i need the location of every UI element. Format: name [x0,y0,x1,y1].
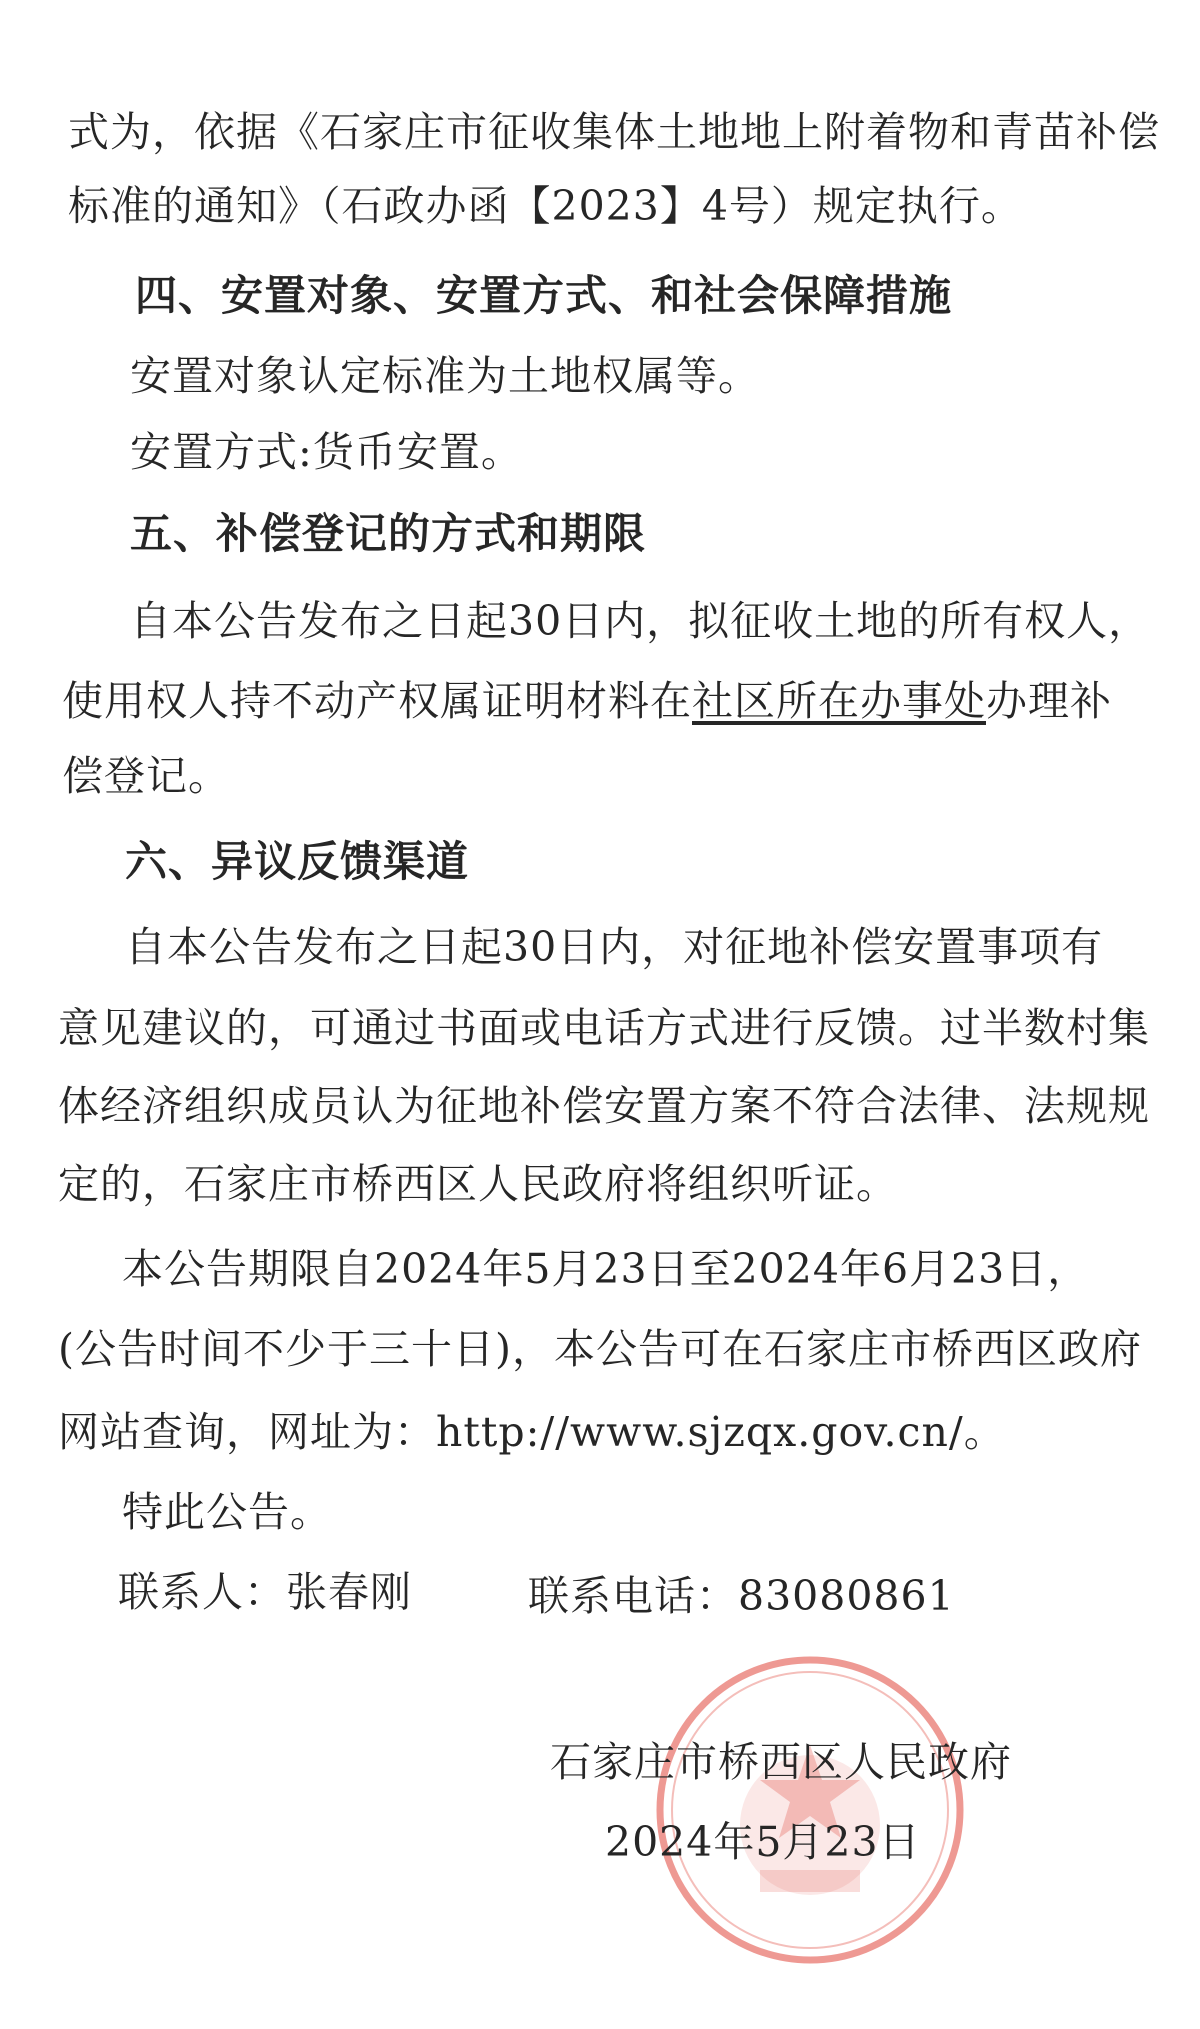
section-5-heading: 五、补偿登记的方式和期限 [130,509,647,558]
section-5-text-line-2-start: 使用权人持不动产权属证明材料在 [62,677,692,725]
section-5-text-line-2 [62,677,1112,725]
section-5-text-line-2-end: 办理补 [986,677,1112,725]
registration-location-underlined: 社区所在办事处 [692,677,986,725]
issue-date: 2024年5月23日 [605,1818,921,1866]
section-4-text-2: 安置方式:货币安置。 [130,428,523,476]
section-6-text-line-3: 体经济组织成员认为征地补偿安置方案不符合法律、法规规 [58,1082,1150,1130]
section-6-text-line-1: 自本公告发布之日起30日内，对征地补偿安置事项有 [125,923,1104,971]
closing-text: 特此公告。 [122,1488,332,1536]
period-text-line-1: 本公告期限自2024年5月23日至2024年6月23日， [122,1245,1090,1293]
official-seal-icon [650,1650,970,1970]
contact-phone: 联系电话：83080861 [528,1572,955,1620]
section-6-text-line-2: 意见建议的，可通过书面或电话方式进行反馈。过半数村集 [58,1004,1150,1052]
period-text-line-2: (公告时间不少于三十日)，本公告可在石家庄市桥西区政府 [58,1325,1142,1373]
contact-person: 联系人：张春刚 [118,1568,412,1616]
continuation-text-line-2: 标准的通知》（石政办函【2023】4号）规定执行。 [68,182,1023,230]
section-5-text-line-3: 偿登记。 [62,752,230,800]
section-5-text-line-1: 自本公告发布之日起30日内，拟征收土地的所有权人， [130,597,1151,645]
issuer-name: 石家庄市桥西区人民政府 [550,1738,1012,1786]
section-6-text-line-4: 定的，石家庄市桥西区人民政府将组织听证。 [58,1160,898,1208]
section-4-heading: 四、安置对象、安置方式、和社会保障措施 [135,271,953,320]
section-6-heading: 六、异议反馈渠道 [125,837,470,886]
section-4-text-1: 安置对象认定标准为土地权属等。 [130,352,760,400]
period-text-line-3: 网站查询，网址为：http://www.sjzqx.gov.cn/。 [58,1408,1006,1456]
continuation-text-line-1: 式为，依据《石家庄市征收集体土地地上附着物和青苗补偿 [68,108,1160,156]
